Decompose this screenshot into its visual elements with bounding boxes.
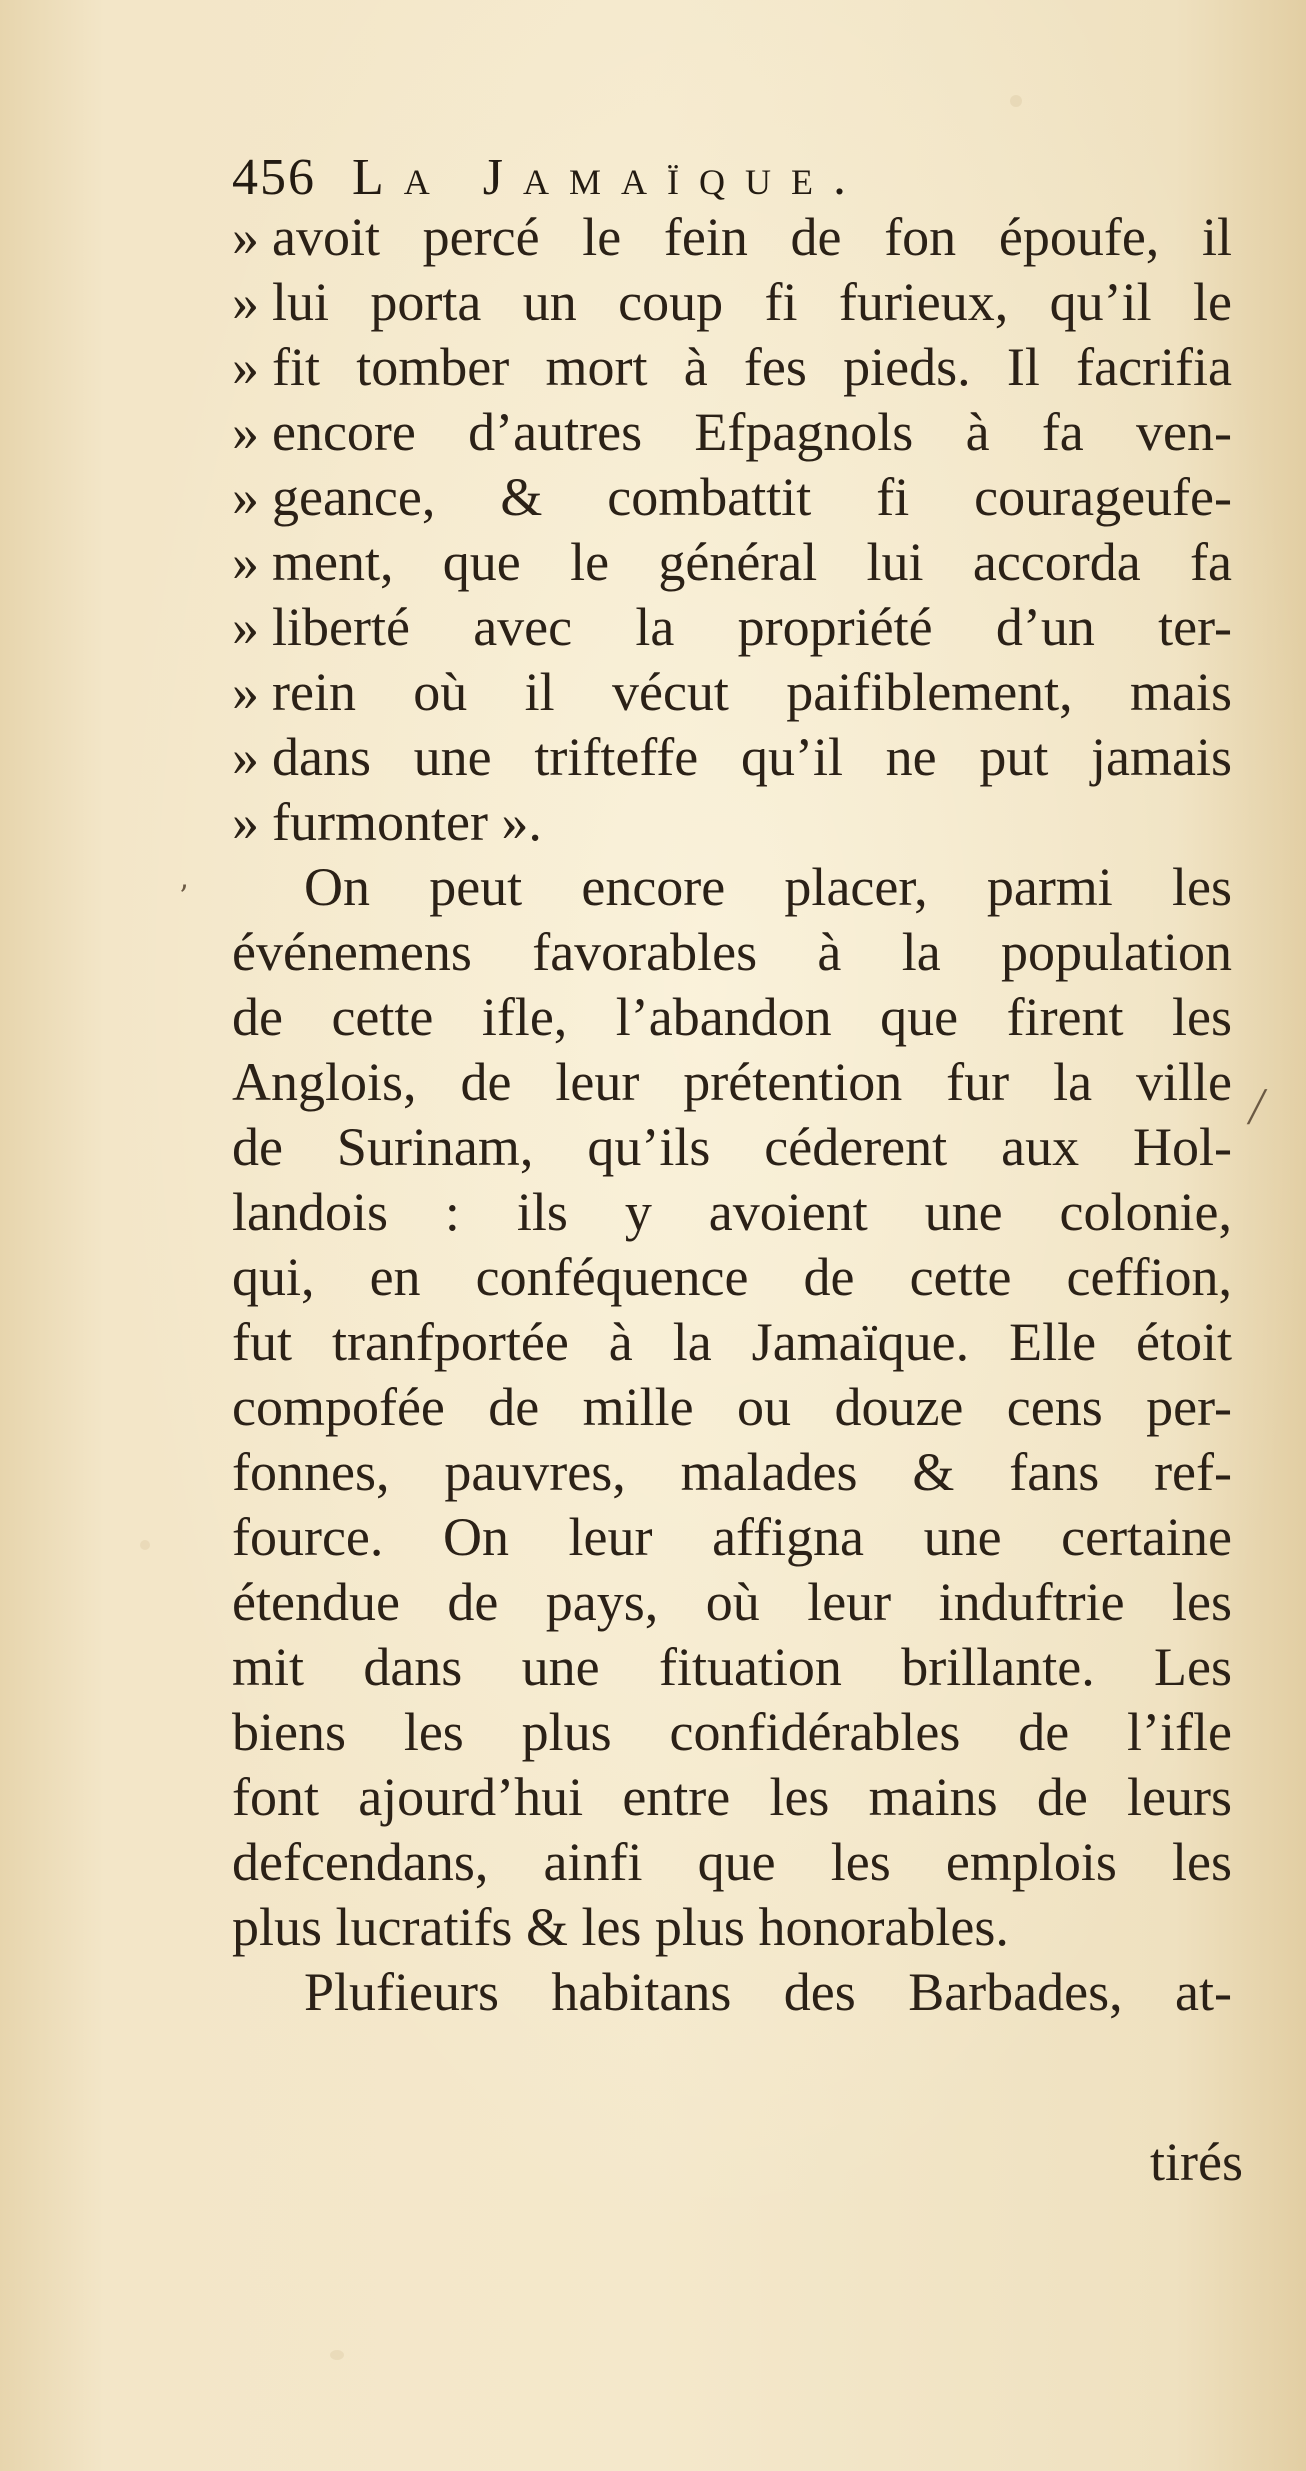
quote-mark: » — [232, 792, 259, 852]
text-line — [232, 205, 1232, 270]
text-line — [232, 725, 1232, 790]
quote-mark: » — [232, 402, 259, 462]
text-line: biens les plus confidérables de l’ifle — [232, 1702, 1232, 1762]
quote-mark: » — [232, 597, 259, 657]
body-text — [232, 205, 1232, 2025]
text-line: Anglois, de leur prétention fur la ville — [232, 1052, 1232, 1112]
text-line: plus lucratifs & les plus honorables. — [232, 1897, 1009, 1957]
line-text: fit tomber mort à fes pieds. Il facrifia — [272, 337, 1232, 397]
catchword: tirés — [1150, 2132, 1243, 2192]
text-line: fonnes, pauvres, malades & fans ref- — [232, 1442, 1232, 1502]
text-line — [232, 530, 1232, 595]
text-line: Plufieurs habitans des Barbades, at- — [304, 1962, 1232, 2022]
line-text: ment, que le général lui accorda fa — [272, 532, 1232, 592]
quote-mark: » — [232, 662, 259, 722]
text-line: étendue de pays, où leur induftrie les — [232, 1572, 1232, 1632]
text-line — [232, 790, 1232, 855]
text-line — [232, 335, 1232, 400]
text-line: font ajourd’hui entre les mains de leurs — [232, 1767, 1232, 1827]
text-line: landois : ils y avoient une colonie, — [232, 1182, 1232, 1242]
text-line — [232, 660, 1232, 725]
quote-mark: » — [232, 532, 259, 592]
text-line: mit dans une fituation brillante. Les — [232, 1637, 1232, 1697]
line-text: geance, & combattit fi courageufe- — [272, 467, 1232, 527]
line-text: lui porta un coup fi furieux, qu’il le — [272, 272, 1232, 332]
margin-mark: ʼ — [178, 880, 188, 915]
text-line: événemens favorables à la population — [232, 922, 1232, 982]
quote-mark: » — [232, 207, 259, 267]
text-line: On peut encore placer, parmi les — [304, 857, 1232, 917]
line-text: avoit percé le fein de fon époufe, il — [272, 207, 1232, 267]
page-header — [232, 143, 1092, 213]
quote-mark: » — [232, 467, 259, 527]
paper-stain — [140, 1540, 150, 1550]
text-line — [232, 400, 1232, 465]
quote-mark: » — [232, 337, 259, 397]
text-line: de cette ifle, l’abandon que firent les — [232, 987, 1232, 1047]
line-text: rein où il vécut paifiblement, mais — [272, 662, 1232, 722]
text-line — [232, 270, 1232, 335]
quote-mark: » — [232, 727, 259, 787]
paper-stain — [1010, 95, 1022, 107]
quote-mark: » — [232, 272, 259, 332]
text-line: fource. On leur affigna une certaine — [232, 1507, 1232, 1567]
line-text: liberté avec la propriété d’un ter- — [272, 597, 1232, 657]
text-line — [232, 465, 1232, 530]
text-line: fut tranfportée à la Jamaïque. Elle étoit — [232, 1312, 1232, 1372]
running-head: La Jamaïque. — [352, 149, 866, 206]
text-line: defcendans, ainfi que les emplois les — [232, 1832, 1232, 1892]
margin-mark: ╱ — [1248, 1090, 1267, 1125]
line-text: encore d’autres Efpagnols à fa ven- — [272, 402, 1232, 462]
paper-stain — [330, 2350, 344, 2360]
line-text: furmonter ». — [272, 792, 542, 852]
text-line: qui, en conféquence de cette ceffion, — [232, 1247, 1232, 1307]
page-number: 456 — [232, 149, 316, 206]
text-line — [232, 595, 1232, 660]
text-line: compofée de mille ou douze cens per- — [232, 1377, 1232, 1437]
text-line: de Surinam, qu’ils céderent aux Hol- — [232, 1117, 1232, 1177]
line-text: dans une trifteffe qu’il ne put jamais — [272, 727, 1232, 787]
